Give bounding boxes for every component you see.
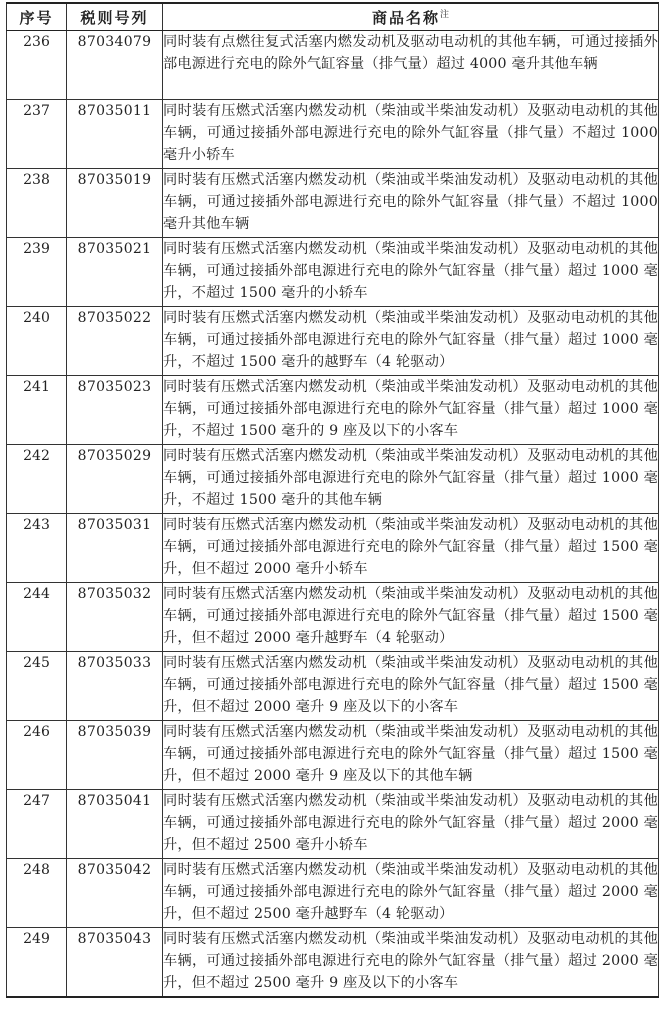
row-code-cell: 87034079 [67,31,163,100]
row-name-cell: 同时装有压燃式活塞内燃发动机（柴油或半柴油发动机）及驱动电动机的其他车辆，可通过接插外部电源进行充电的除外气缸容量（排气量）超过 1500 毫升，但不超过 2000 毫升小轿车 [163,514,659,583]
row-code-cell: 87035029 [67,445,163,514]
header-code: 税则号列 [67,3,163,31]
table-row [7,514,659,583]
table-row [7,376,659,445]
row-seq-cell: 247 [7,790,67,859]
tariff-table [6,2,659,998]
header-row [7,3,659,31]
row-code-cell: 87035041 [67,790,163,859]
row-code-cell: 87035042 [67,859,163,928]
row-seq-cell: 243 [7,514,67,583]
row-name-cell: 同时装有压燃式活塞内燃发动机（柴油或半柴油发动机）及驱动电动机的其他车辆，可通过接插外部电源进行充电的除外气缸容量（排气量）不超过 1000 毫升小轿车 [163,100,659,169]
row-name-cell: 同时装有压燃式活塞内燃发动机（柴油或半柴油发动机）及驱动电动机的其他车辆，可通过接插外部电源进行充电的除外气缸容量（排气量）超过 1500 毫升，但不超过 2000 毫升越野车（4 轮驱动） [163,583,659,652]
table-row [7,445,659,514]
row-name-cell: 同时装有压燃式活塞内燃发动机（柴油或半柴油发动机）及驱动电动机的其他车辆，可通过接插外部电源进行充电的除外气缸容量（排气量）超过 1000 毫升，不超过 1500 毫升的其他车辆 [163,445,659,514]
header-name-note: 注 [440,9,450,20]
table-row [7,31,659,100]
row-name-cell: 同时装有压燃式活塞内燃发动机（柴油或半柴油发动机）及驱动电动机的其他车辆，可通过接插外部电源进行充电的除外气缸容量（排气量）超过 1000 毫升，不超过 1500 毫升的 9 座及以下的小客车 [163,376,659,445]
table-row [7,721,659,790]
row-name-cell: 同时装有压燃式活塞内燃发动机（柴油或半柴油发动机）及驱动电动机的其他车辆，可通过接插外部电源进行充电的除外气缸容量（排气量）超过 1000 毫升，不超过 1500 毫升的越野车（4 轮驱动） [163,307,659,376]
row-code-cell: 87035011 [67,100,163,169]
row-code-cell: 87035032 [67,583,163,652]
header-name-label: 商品名称 [371,8,440,27]
table-row [7,652,659,721]
row-code-cell: 87035021 [67,238,163,307]
row-code-cell: 87035019 [67,169,163,238]
row-seq-cell: 241 [7,376,67,445]
row-seq-cell: 239 [7,238,67,307]
row-name-cell: 同时装有压燃式活塞内燃发动机（柴油或半柴油发动机）及驱动电动机的其他车辆，可通过接插外部电源进行充电的除外气缸容量（排气量）不超过 1000 毫升其他车辆 [163,169,659,238]
row-seq-cell: 249 [7,928,67,997]
row-name-cell: 同时装有压燃式活塞内燃发动机（柴油或半柴油发动机）及驱动电动机的其他车辆，可通过接插外部电源进行充电的除外气缸容量（排气量）超过 1500 毫升，但不超过 2000 毫升 9 座及以下的其他车辆 [163,721,659,790]
row-code-cell: 87035022 [67,307,163,376]
row-code-cell: 87035043 [67,928,163,997]
table-row [7,928,659,997]
row-code-cell: 87035033 [67,652,163,721]
row-seq-cell: 240 [7,307,67,376]
table-row [7,790,659,859]
table-row [7,100,659,169]
table-row [7,583,659,652]
header-name [163,3,659,31]
row-seq-cell: 242 [7,445,67,514]
row-name-cell: 同时装有压燃式活塞内燃发动机（柴油或半柴油发动机）及驱动电动机的其他车辆，可通过接插外部电源进行充电的除外气缸容量（排气量）超过 1000 毫升，不超过 1500 毫升的小轿车 [163,238,659,307]
row-name-cell: 同时装有压燃式活塞内燃发动机（柴油或半柴油发动机）及驱动电动机的其他车辆，可通过接插外部电源进行充电的除外气缸容量（排气量）超过 2000 毫升，但不超过 2500 毫升小轿车 [163,790,659,859]
row-code-cell: 87035031 [67,514,163,583]
table-row [7,307,659,376]
row-name-cell: 同时装有点燃往复式活塞内燃发动机及驱动电动机的其他车辆，可通过接插外部电源进行充电的除外气缸容量（排气量）超过 4000 毫升其他车辆 [163,31,659,100]
row-seq-cell: 236 [7,31,67,100]
row-seq-cell: 246 [7,721,67,790]
row-seq-cell: 244 [7,583,67,652]
row-name-cell: 同时装有压燃式活塞内燃发动机（柴油或半柴油发动机）及驱动电动机的其他车辆，可通过接插外部电源进行充电的除外气缸容量（排气量）超过 2000 毫升，但不超过 2500 毫升 9 座及以下的小客车 [163,928,659,997]
header-seq: 序号 [7,3,67,31]
table-row [7,238,659,307]
table-body [7,31,659,997]
row-name-cell: 同时装有压燃式活塞内燃发动机（柴油或半柴油发动机）及驱动电动机的其他车辆，可通过接插外部电源进行充电的除外气缸容量（排气量）超过 1500 毫升，但不超过 2000 毫升 9 座及以下的小客车 [163,652,659,721]
row-name-cell: 同时装有压燃式活塞内燃发动机（柴油或半柴油发动机）及驱动电动机的其他车辆，可通过接插外部电源进行充电的除外气缸容量（排气量）超过 2000 毫升，但不超过 2500 毫升越野车（4 轮驱动） [163,859,659,928]
row-code-cell: 87035039 [67,721,163,790]
table-row [7,169,659,238]
row-seq-cell: 248 [7,859,67,928]
row-code-cell: 87035023 [67,376,163,445]
row-seq-cell: 245 [7,652,67,721]
row-seq-cell: 238 [7,169,67,238]
table-header [7,3,659,31]
table-row [7,859,659,928]
row-seq-cell: 237 [7,100,67,169]
